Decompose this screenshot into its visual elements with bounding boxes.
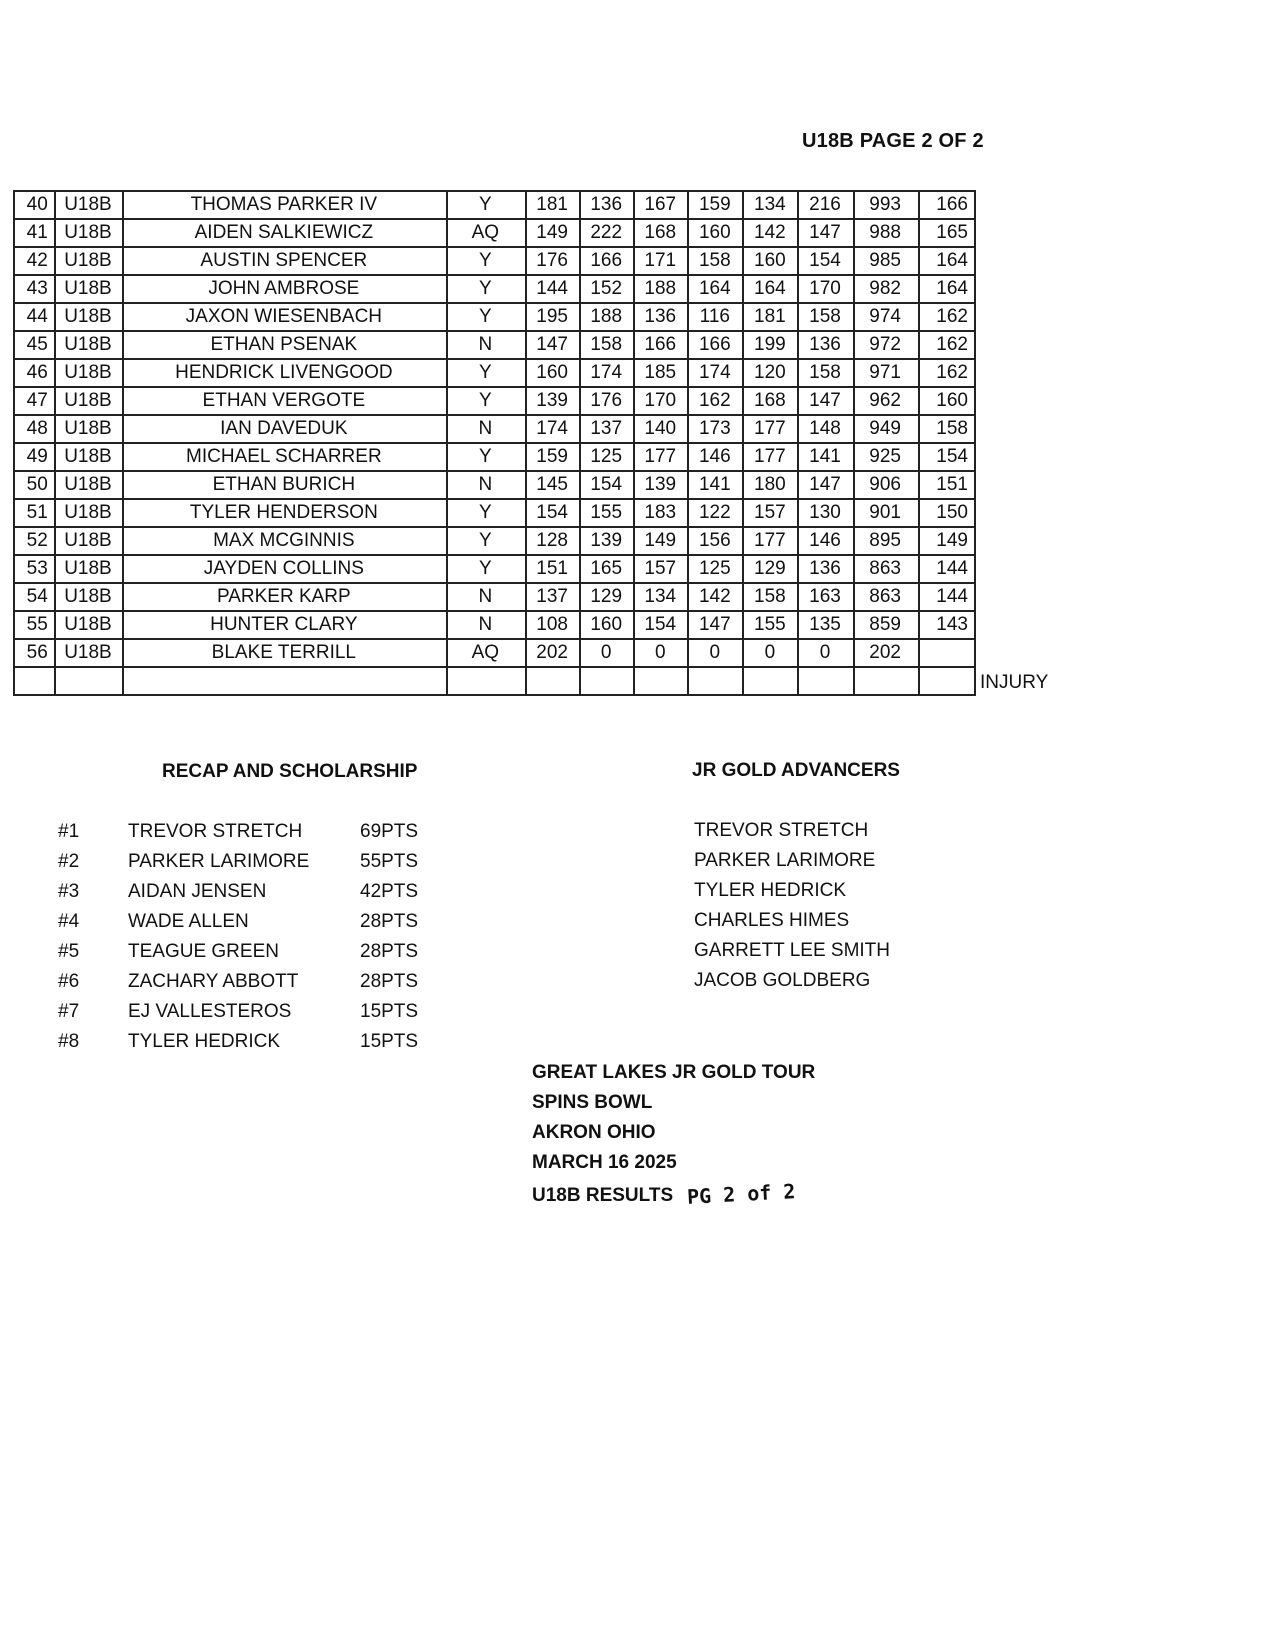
- rank-cell: 50: [14, 471, 55, 499]
- table-row: [14, 583, 975, 611]
- total-cell: 974: [854, 303, 919, 331]
- recap-rank: #7: [58, 1001, 80, 1022]
- handwritten-page-note: PG 2 of 2: [686, 1179, 797, 1209]
- rank-cell: 52: [14, 527, 55, 555]
- division-cell: U18B: [55, 191, 123, 219]
- recap-rank: #2: [58, 851, 80, 872]
- results-label: U18B RESULTS: [532, 1185, 674, 1206]
- venue-name: SPINS BOWL: [532, 1092, 653, 1113]
- game2-cell: 222: [580, 219, 634, 247]
- game3-cell: 139: [634, 471, 688, 499]
- game2-cell: 139: [580, 527, 634, 555]
- table-row: [14, 303, 975, 331]
- advancer-name: JACOB GOLDBERG: [694, 970, 871, 991]
- qualifier-cell: N: [447, 415, 527, 443]
- game6-cell: 141: [798, 443, 853, 471]
- game2-cell: [580, 667, 634, 695]
- recap-rank: #3: [58, 881, 80, 902]
- division-cell: U18B: [55, 555, 123, 583]
- qualifier-cell: N: [447, 583, 527, 611]
- results-body: [14, 191, 975, 695]
- name-cell: BLAKE TERRILL: [123, 639, 446, 667]
- game6-cell: 158: [798, 359, 853, 387]
- name-cell: IAN DAVEDUK: [123, 415, 446, 443]
- recap-points: 55PTS: [360, 851, 419, 872]
- game5-cell: 129: [743, 555, 798, 583]
- table-row: [14, 555, 975, 583]
- rank-cell: 46: [14, 359, 55, 387]
- game3-cell: 134: [634, 583, 688, 611]
- total-cell: 988: [854, 219, 919, 247]
- recap-name: ZACHARY ABBOTT: [128, 971, 299, 992]
- recap-heading: RECAP AND SCHOLARSHIP: [162, 761, 418, 782]
- game5-cell: [743, 667, 798, 695]
- qualifier-cell: Y: [447, 443, 527, 471]
- game3-cell: 154: [634, 611, 688, 639]
- game4-cell: 162: [688, 387, 743, 415]
- game3-cell: 166: [634, 331, 688, 359]
- game5-cell: 177: [743, 527, 798, 555]
- game2-cell: 125: [580, 443, 634, 471]
- game3-cell: [634, 667, 688, 695]
- game6-cell: 147: [798, 219, 853, 247]
- event-date: MARCH 16 2025: [532, 1152, 677, 1173]
- game2-cell: 188: [580, 303, 634, 331]
- qualifier-cell: Y: [447, 359, 527, 387]
- game3-cell: 183: [634, 499, 688, 527]
- game1-cell: 128: [526, 527, 580, 555]
- rank-cell: 45: [14, 331, 55, 359]
- game3-cell: 170: [634, 387, 688, 415]
- game3-cell: 168: [634, 219, 688, 247]
- game3-cell: 157: [634, 555, 688, 583]
- average-cell: 160: [919, 387, 975, 415]
- recap-rank: #4: [58, 911, 80, 932]
- game5-cell: 180: [743, 471, 798, 499]
- division-cell: U18B: [55, 415, 123, 443]
- recap-points: 28PTS: [360, 971, 419, 992]
- recap-points: 28PTS: [360, 941, 419, 962]
- total-cell: 972: [854, 331, 919, 359]
- division-cell: U18B: [55, 583, 123, 611]
- qualifier-cell: N: [447, 471, 527, 499]
- recap-name: TREVOR STRETCH: [128, 821, 303, 842]
- game4-cell: 122: [688, 499, 743, 527]
- game2-cell: 137: [580, 415, 634, 443]
- division-cell: U18B: [55, 219, 123, 247]
- rank-cell: 40: [14, 191, 55, 219]
- game6-cell: 147: [798, 387, 853, 415]
- game2-cell: 152: [580, 275, 634, 303]
- game1-cell: 176: [526, 247, 580, 275]
- total-cell: [854, 667, 919, 695]
- average-cell: [919, 667, 975, 695]
- average-cell: 162: [919, 359, 975, 387]
- name-cell: HUNTER CLARY: [123, 611, 446, 639]
- game2-cell: 136: [580, 191, 634, 219]
- table-row: [14, 667, 975, 695]
- table-row: [14, 499, 975, 527]
- average-cell: 162: [919, 331, 975, 359]
- game5-cell: 164: [743, 275, 798, 303]
- game3-cell: 177: [634, 443, 688, 471]
- table-row: [14, 387, 975, 415]
- name-cell: MAX MCGINNIS: [123, 527, 446, 555]
- game4-cell: 147: [688, 611, 743, 639]
- game1-cell: 174: [526, 415, 580, 443]
- division-cell: U18B: [55, 359, 123, 387]
- qualifier-cell: Y: [447, 191, 527, 219]
- game3-cell: 149: [634, 527, 688, 555]
- rank-cell: 53: [14, 555, 55, 583]
- game5-cell: 181: [743, 303, 798, 331]
- advancers-list: [694, 820, 890, 1000]
- recap-name: WADE ALLEN: [128, 911, 249, 932]
- rank-cell: 51: [14, 499, 55, 527]
- game2-cell: 176: [580, 387, 634, 415]
- total-cell: 901: [854, 499, 919, 527]
- game5-cell: 134: [743, 191, 798, 219]
- total-cell: 962: [854, 387, 919, 415]
- average-cell: 158: [919, 415, 975, 443]
- game1-cell: 137: [526, 583, 580, 611]
- average-cell: 150: [919, 499, 975, 527]
- total-cell: 982: [854, 275, 919, 303]
- table-row: [14, 219, 975, 247]
- table-row: [14, 443, 975, 471]
- total-cell: 863: [854, 555, 919, 583]
- qualifier-cell: Y: [447, 555, 527, 583]
- game5-cell: 142: [743, 219, 798, 247]
- game5-cell: 160: [743, 247, 798, 275]
- division-cell: U18B: [55, 611, 123, 639]
- game2-cell: 154: [580, 471, 634, 499]
- event-info: [532, 1062, 815, 1212]
- game6-cell: 154: [798, 247, 853, 275]
- recap-name: TEAGUE GREEN: [128, 941, 279, 962]
- game4-cell: 174: [688, 359, 743, 387]
- game1-cell: 160: [526, 359, 580, 387]
- game4-cell: 142: [688, 583, 743, 611]
- recap-points: 28PTS: [360, 911, 419, 932]
- total-cell: 925: [854, 443, 919, 471]
- name-cell: AIDEN SALKIEWICZ: [123, 219, 446, 247]
- average-cell: 143: [919, 611, 975, 639]
- game1-cell: 181: [526, 191, 580, 219]
- name-cell: AUSTIN SPENCER: [123, 247, 446, 275]
- rank-cell: 49: [14, 443, 55, 471]
- total-cell: 971: [854, 359, 919, 387]
- recap-points: 15PTS: [360, 1031, 419, 1052]
- total-cell: 863: [854, 583, 919, 611]
- name-cell: THOMAS PARKER IV: [123, 191, 446, 219]
- average-cell: 166: [919, 191, 975, 219]
- total-cell: 859: [854, 611, 919, 639]
- rank-cell: [14, 667, 55, 695]
- game3-cell: 188: [634, 275, 688, 303]
- qualifier-cell: Y: [447, 247, 527, 275]
- game3-cell: 167: [634, 191, 688, 219]
- recap-points: 69PTS: [360, 821, 419, 842]
- game6-cell: 163: [798, 583, 853, 611]
- game1-cell: 108: [526, 611, 580, 639]
- game4-cell: 0: [688, 639, 743, 667]
- game1-cell: 144: [526, 275, 580, 303]
- game2-cell: 129: [580, 583, 634, 611]
- rank-cell: 54: [14, 583, 55, 611]
- game4-cell: 146: [688, 443, 743, 471]
- event-city: AKRON OHIO: [532, 1122, 656, 1143]
- injury-note: INJURY: [980, 672, 1049, 693]
- game3-cell: 136: [634, 303, 688, 331]
- average-cell: 149: [919, 527, 975, 555]
- name-cell: HENDRICK LIVENGOOD: [123, 359, 446, 387]
- results-label-row: [532, 1179, 815, 1212]
- tour-name: GREAT LAKES JR GOLD TOUR: [532, 1062, 816, 1083]
- qualifier-cell: Y: [447, 275, 527, 303]
- division-cell: U18B: [55, 443, 123, 471]
- qualifier-cell: N: [447, 611, 527, 639]
- division-cell: U18B: [55, 275, 123, 303]
- division-cell: [55, 667, 123, 695]
- game4-cell: 125: [688, 555, 743, 583]
- rank-cell: 55: [14, 611, 55, 639]
- game1-cell: 154: [526, 499, 580, 527]
- total-cell: 993: [854, 191, 919, 219]
- advancers-heading: JR GOLD ADVANCERS: [692, 760, 900, 781]
- division-cell: U18B: [55, 387, 123, 415]
- rank-cell: 44: [14, 303, 55, 331]
- game6-cell: 146: [798, 527, 853, 555]
- rank-cell: 41: [14, 219, 55, 247]
- game6-cell: 216: [798, 191, 853, 219]
- recap-rank: #8: [58, 1031, 80, 1052]
- division-cell: U18B: [55, 303, 123, 331]
- game4-cell: 164: [688, 275, 743, 303]
- game5-cell: 177: [743, 443, 798, 471]
- average-cell: 164: [919, 247, 975, 275]
- advancer-name: CHARLES HIMES: [694, 910, 850, 931]
- division-cell: U18B: [55, 499, 123, 527]
- game1-cell: 145: [526, 471, 580, 499]
- qualifier-cell: Y: [447, 387, 527, 415]
- division-cell: U18B: [55, 247, 123, 275]
- name-cell: JAYDEN COLLINS: [123, 555, 446, 583]
- game6-cell: [798, 667, 853, 695]
- total-cell: 906: [854, 471, 919, 499]
- game4-cell: 166: [688, 331, 743, 359]
- average-cell: [919, 639, 975, 667]
- advancer-name: PARKER LARIMORE: [694, 850, 876, 871]
- average-cell: 164: [919, 275, 975, 303]
- recap-points: 15PTS: [360, 1001, 419, 1022]
- game3-cell: 140: [634, 415, 688, 443]
- game2-cell: 158: [580, 331, 634, 359]
- game6-cell: 148: [798, 415, 853, 443]
- game4-cell: 158: [688, 247, 743, 275]
- game1-cell: 195: [526, 303, 580, 331]
- rank-cell: 56: [14, 639, 55, 667]
- table-row: [14, 611, 975, 639]
- division-cell: U18B: [55, 331, 123, 359]
- total-cell: 949: [854, 415, 919, 443]
- name-cell: ETHAN PSENAK: [123, 331, 446, 359]
- game1-cell: 147: [526, 331, 580, 359]
- game2-cell: 0: [580, 639, 634, 667]
- division-cell: U18B: [55, 527, 123, 555]
- average-cell: 144: [919, 583, 975, 611]
- advancer-name: GARRETT LEE SMITH: [694, 940, 891, 961]
- table-row: [14, 247, 975, 275]
- table-row: [14, 191, 975, 219]
- game3-cell: 0: [634, 639, 688, 667]
- qualifier-cell: Y: [447, 303, 527, 331]
- name-cell: ETHAN BURICH: [123, 471, 446, 499]
- average-cell: 144: [919, 555, 975, 583]
- game5-cell: 155: [743, 611, 798, 639]
- name-cell: PARKER KARP: [123, 583, 446, 611]
- game1-cell: 159: [526, 443, 580, 471]
- name-cell: [123, 667, 446, 695]
- table-row: [14, 331, 975, 359]
- qualifier-cell: AQ: [447, 219, 527, 247]
- average-cell: 151: [919, 471, 975, 499]
- name-cell: ETHAN VERGOTE: [123, 387, 446, 415]
- qualifier-cell: AQ: [447, 639, 527, 667]
- game1-cell: 151: [526, 555, 580, 583]
- table-row: [14, 639, 975, 667]
- division-cell: U18B: [55, 471, 123, 499]
- game6-cell: 170: [798, 275, 853, 303]
- game6-cell: 135: [798, 611, 853, 639]
- game4-cell: 159: [688, 191, 743, 219]
- recap-name: PARKER LARIMORE: [128, 851, 310, 872]
- division-cell: U18B: [55, 639, 123, 667]
- qualifier-cell: N: [447, 331, 527, 359]
- recap-points: 42PTS: [360, 881, 419, 902]
- page-label: U18B PAGE 2 OF 2: [802, 130, 984, 152]
- rank-cell: 48: [14, 415, 55, 443]
- table-row: [14, 275, 975, 303]
- rank-cell: 42: [14, 247, 55, 275]
- total-cell: 895: [854, 527, 919, 555]
- table-row: [14, 359, 975, 387]
- game6-cell: 130: [798, 499, 853, 527]
- game6-cell: 136: [798, 331, 853, 359]
- recap-name: TYLER HEDRICK: [128, 1031, 281, 1052]
- name-cell: JAXON WIESENBACH: [123, 303, 446, 331]
- game6-cell: 0: [798, 639, 853, 667]
- game4-cell: 173: [688, 415, 743, 443]
- name-cell: TYLER HENDERSON: [123, 499, 446, 527]
- game6-cell: 136: [798, 555, 853, 583]
- advancer-name: TREVOR STRETCH: [694, 820, 869, 841]
- game4-cell: [688, 667, 743, 695]
- qualifier-cell: Y: [447, 527, 527, 555]
- game3-cell: 185: [634, 359, 688, 387]
- results-table: [13, 190, 976, 696]
- recap-rank: #1: [58, 821, 80, 842]
- game6-cell: 147: [798, 471, 853, 499]
- recap-rank: #5: [58, 941, 80, 962]
- average-cell: 165: [919, 219, 975, 247]
- advancer-name: TYLER HEDRICK: [694, 880, 847, 901]
- game5-cell: 120: [743, 359, 798, 387]
- qualifier-cell: Y: [447, 499, 527, 527]
- game6-cell: 158: [798, 303, 853, 331]
- game2-cell: 155: [580, 499, 634, 527]
- game1-cell: 139: [526, 387, 580, 415]
- recap-name: AIDAN JENSEN: [128, 881, 267, 902]
- total-cell: 985: [854, 247, 919, 275]
- average-cell: 154: [919, 443, 975, 471]
- game4-cell: 116: [688, 303, 743, 331]
- game4-cell: 156: [688, 527, 743, 555]
- table-row: [14, 527, 975, 555]
- recap-rank: #6: [58, 971, 80, 992]
- average-cell: 162: [919, 303, 975, 331]
- game4-cell: 141: [688, 471, 743, 499]
- game5-cell: 199: [743, 331, 798, 359]
- qualifier-cell: [447, 667, 527, 695]
- game4-cell: 160: [688, 219, 743, 247]
- game3-cell: 171: [634, 247, 688, 275]
- total-cell: 202: [854, 639, 919, 667]
- recap-name: EJ VALLESTEROS: [128, 1001, 292, 1022]
- game2-cell: 166: [580, 247, 634, 275]
- game5-cell: 0: [743, 639, 798, 667]
- table-row: [14, 471, 975, 499]
- game2-cell: 165: [580, 555, 634, 583]
- table-row: [14, 415, 975, 443]
- rank-cell: 47: [14, 387, 55, 415]
- game2-cell: 160: [580, 611, 634, 639]
- game5-cell: 157: [743, 499, 798, 527]
- name-cell: JOHN AMBROSE: [123, 275, 446, 303]
- game5-cell: 177: [743, 415, 798, 443]
- name-cell: MICHAEL SCHARRER: [123, 443, 446, 471]
- game1-cell: [526, 667, 580, 695]
- game2-cell: 174: [580, 359, 634, 387]
- game5-cell: 168: [743, 387, 798, 415]
- game5-cell: 158: [743, 583, 798, 611]
- rank-cell: 43: [14, 275, 55, 303]
- game1-cell: 149: [526, 219, 580, 247]
- game1-cell: 202: [526, 639, 580, 667]
